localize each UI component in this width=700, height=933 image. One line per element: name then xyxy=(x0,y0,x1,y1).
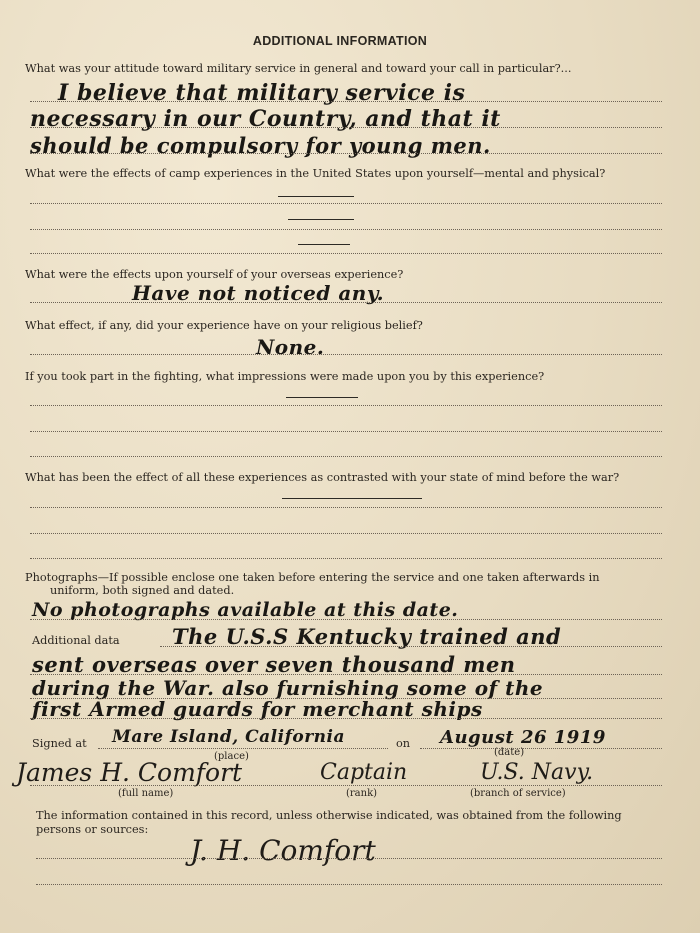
blank-dash xyxy=(278,196,354,197)
question-photographs-cont: uniform, both signed and dated. xyxy=(50,584,235,597)
blank-dash xyxy=(288,219,354,220)
label-signed-at: Signed at xyxy=(32,737,87,750)
answer-line xyxy=(30,674,662,675)
question-overseas: What were the effects upon yourself of your overseas experience? xyxy=(25,268,404,281)
label-additional-data: Additional data xyxy=(32,634,120,647)
answer-line xyxy=(30,253,662,254)
answer-line xyxy=(30,354,662,355)
answer-line xyxy=(30,507,662,508)
answer-line xyxy=(30,229,662,230)
answer-line xyxy=(36,884,662,885)
answer-line xyxy=(30,785,662,786)
question-religion: What effect, if any, did your experience have on your religious belief? xyxy=(25,319,423,332)
answer-line xyxy=(30,456,662,457)
answer-line xyxy=(30,718,662,719)
answer-date: August 26 1919 xyxy=(440,727,606,748)
answer-line xyxy=(30,558,662,559)
sublabel-branch: (branch of service) xyxy=(470,788,566,799)
answer-additional-line1: The U.S.S Kentucky trained and xyxy=(172,624,562,649)
sublabel-full-name: (full name) xyxy=(118,788,174,799)
answer-attitude-line3: should be compulsory for young men. xyxy=(30,133,491,158)
page-title: ADDITIONAL INFORMATION xyxy=(252,34,428,48)
answer-additional-line3: during the War. also furnishing some of the xyxy=(32,676,544,700)
answer-attitude-line2: necessary in our Country, and that it xyxy=(30,106,501,132)
question-sources-cont: persons or sources: xyxy=(36,823,149,836)
answer-line xyxy=(98,748,388,749)
answer-attitude-line1: I believe that military service is xyxy=(58,80,466,106)
answer-line xyxy=(30,533,662,534)
answer-line xyxy=(30,302,662,303)
sublabel-place: (place) xyxy=(214,751,249,762)
answer-line xyxy=(160,646,662,647)
question-camp: What were the effects of camp experiences in the United States upon yourself—mental and physical? xyxy=(25,167,606,180)
answer-line xyxy=(36,858,662,859)
answer-overseas: Have not noticed any. xyxy=(132,281,385,305)
sublabel-rank: (rank) xyxy=(346,788,378,799)
answer-additional-line2: sent overseas over seven thousand men xyxy=(32,652,516,677)
question-sources: The information contained in this record, unless otherwise indicated, was obtained from the following xyxy=(36,809,622,822)
label-on: on xyxy=(396,737,411,750)
answer-branch: U.S. Navy. xyxy=(480,760,594,785)
question-contrast: What has been the effect of all these experiences as contrasted with your state of mind before the war? xyxy=(25,471,620,484)
answer-line xyxy=(420,748,662,749)
question-photographs: Photographs—If possible enclose one taken before entering the service and one taken afterwards in xyxy=(25,571,600,584)
blank-dash xyxy=(282,498,422,499)
blank-dash xyxy=(286,397,358,398)
answer-additional-line4: first Armed guards for merchant ships xyxy=(32,697,483,721)
source-signature: J. H. Comfort xyxy=(190,834,376,867)
blank-dash xyxy=(298,244,350,245)
sublabel-date: (date) xyxy=(494,747,525,758)
answer-photographs: No photographs available at this date. xyxy=(32,599,459,621)
question-attitude: What was your attitude toward military service in general and toward your call in particular?... xyxy=(25,62,572,75)
answer-full-name: James H. Comfort xyxy=(16,758,243,787)
answer-rank: Captain xyxy=(320,760,408,785)
answer-line xyxy=(30,153,662,154)
answer-line xyxy=(30,405,662,406)
answer-line xyxy=(30,101,662,102)
question-fighting: If you took part in the fighting, what impressions were made upon you by this experience? xyxy=(25,370,545,383)
answer-place: Mare Island, California xyxy=(112,727,346,747)
answer-line xyxy=(30,619,662,620)
answer-religion: None. xyxy=(256,335,325,359)
answer-line xyxy=(30,431,662,432)
answer-line xyxy=(30,127,662,128)
answer-line xyxy=(30,203,662,204)
